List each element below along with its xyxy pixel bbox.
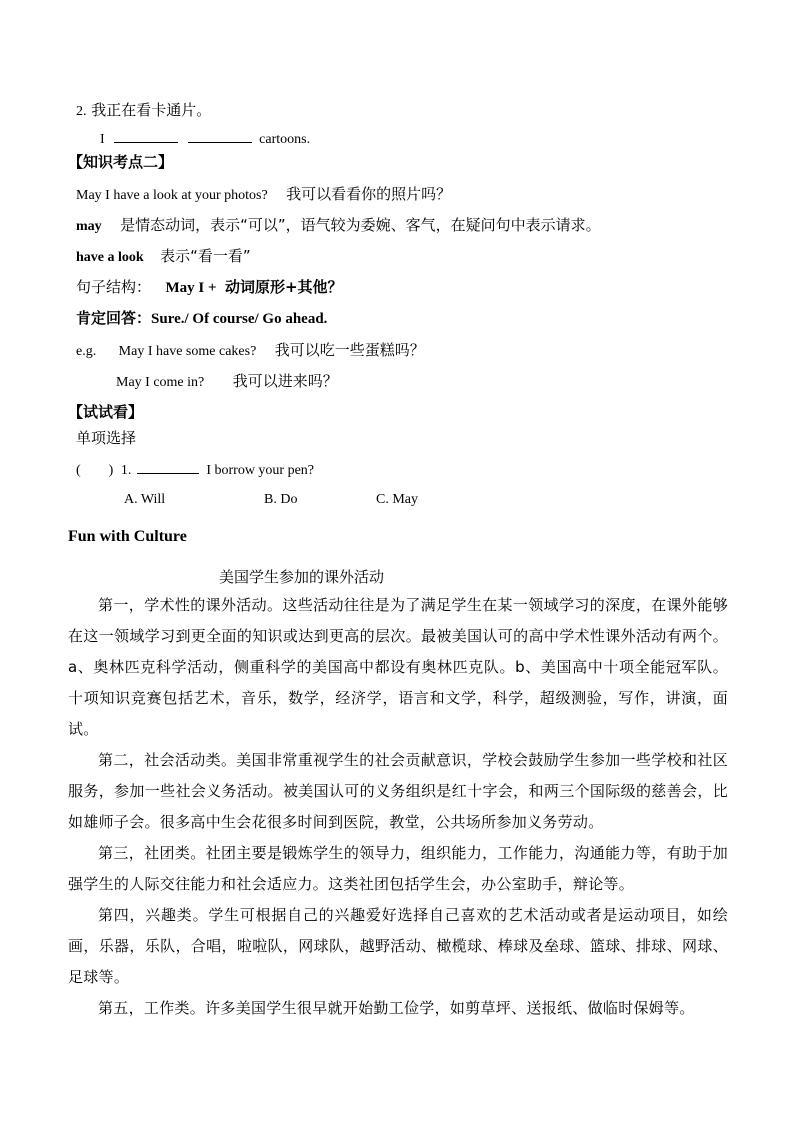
- example-chinese: 我可以看看你的照片吗？: [286, 185, 452, 203]
- answer-blank-1[interactable]: [114, 128, 178, 143]
- knowledge-point-heading: 【知识考点二】: [68, 153, 174, 171]
- answer-blank-2[interactable]: [188, 128, 252, 143]
- eg-label: e.g.: [76, 344, 97, 359]
- look-word: have a look: [76, 250, 144, 265]
- culture-paragraph-2: 第二，社会活动类。美国非常重视学生的社会贡献意识，学校会鼓励学生参加一些学校和社区服务，参加一些社会义务活动。被美国认可的义务组织是红十字会，和两三个国际级的慈善会，比如雄师子会。很多高中生会花很多时间到医院，教堂，公共场所参加义务劳动。: [68, 751, 728, 831]
- try-subheading: 单项选择: [76, 429, 137, 447]
- question-text: I borrow your pen?: [206, 463, 315, 478]
- culture-paragraph-1: 第一，学术性的课外活动。这些活动往往是为了满足学生在某一领域学习的深度，在课外能够在这一领域学习到更全面的知识或达到更高的层次。最被美国认可的高中学术性课外活动有两个。a、奥林匹克科学活动，侧重科学的美国高中都设有奥林匹克队。b、美国高中十项全能冠军队。十项知识竞赛包括艺术，音乐，数学，经济学，语言和文学，科学，超级测验，写作，讲演，面试。: [68, 596, 728, 738]
- structure-label: 句子结构：: [76, 278, 152, 296]
- example-english: May I have a look at your photos?: [76, 188, 268, 203]
- eg2-english: May I come in?: [116, 375, 205, 390]
- culture-paragraph-3: 第三，社团类。社团主要是锻炼学生的领导力，组织能力，工作能力，沟通能力等，有助于加强学生的人际交往能力和社会适应力。这类社团包括学生会，办公室助手，辩论等。: [68, 844, 728, 893]
- may-explanation: [76, 215, 601, 237]
- answer-suffix: cartoons.: [259, 132, 311, 147]
- culture-paragraph-4: 第四，兴趣类。学生可根据自己的兴趣爱好选择自己喜欢的艺术活动或者是运动项目，如绘画，乐器，乐队，合唱，啦啦队，网球队，越野活动、橄榄球、棒球及垒球、篮球、排球、网球、足球等。: [68, 906, 728, 986]
- positive-answer: [76, 308, 327, 329]
- have-a-look-explanation: [76, 246, 251, 268]
- question-1: [76, 459, 314, 481]
- exercise-question-text: 我正在看卡通片。: [91, 101, 212, 119]
- culture-heading: Fun with Culture: [68, 528, 187, 545]
- exercise-2-question: [76, 100, 211, 122]
- eg1-english: May I have some cakes?: [118, 344, 257, 359]
- option-c[interactable]: C. May: [376, 492, 418, 507]
- question-blank[interactable]: [137, 459, 199, 474]
- eg2-chinese: 我可以进来吗？: [232, 372, 338, 390]
- may-word: may: [76, 219, 102, 234]
- example-sentence: [76, 184, 451, 206]
- example-1: [76, 340, 425, 362]
- culture-title: 美国学生参加的课外活动: [219, 568, 385, 586]
- option-b[interactable]: B. Do: [264, 492, 298, 507]
- answer-parenthesis[interactable]: ( ): [76, 463, 114, 478]
- structure-chinese: 动词原形+其他？: [224, 278, 343, 296]
- try-heading: 【试试看】: [68, 403, 144, 421]
- sentence-structure: [76, 277, 343, 298]
- answer-label: 肯定回答：: [76, 309, 152, 327]
- answer-prefix: I: [100, 132, 105, 147]
- may-description: 是情态动词，表示“可以”，语气较为委婉、客气，在疑问句中表示请求。: [120, 216, 601, 234]
- culture-paragraph-5: 第五，工作类。许多美国学生很早就开始勤工俭学，如剪草坪、送报纸、做临时保姆等。: [98, 999, 695, 1017]
- answer-value: Sure./ Of course/ Go ahead.: [151, 311, 328, 327]
- question-number: 1.: [120, 463, 132, 478]
- exercise-2-answer: [100, 128, 310, 150]
- example-2: [116, 371, 338, 393]
- exercise-number: 2.: [76, 104, 87, 119]
- eg1-chinese: 我可以吃一些蛋糕吗？: [274, 341, 425, 359]
- look-description: 表示“看一看”: [160, 247, 251, 265]
- option-a[interactable]: A. Will: [124, 492, 166, 507]
- structure-english: May I +: [165, 280, 217, 296]
